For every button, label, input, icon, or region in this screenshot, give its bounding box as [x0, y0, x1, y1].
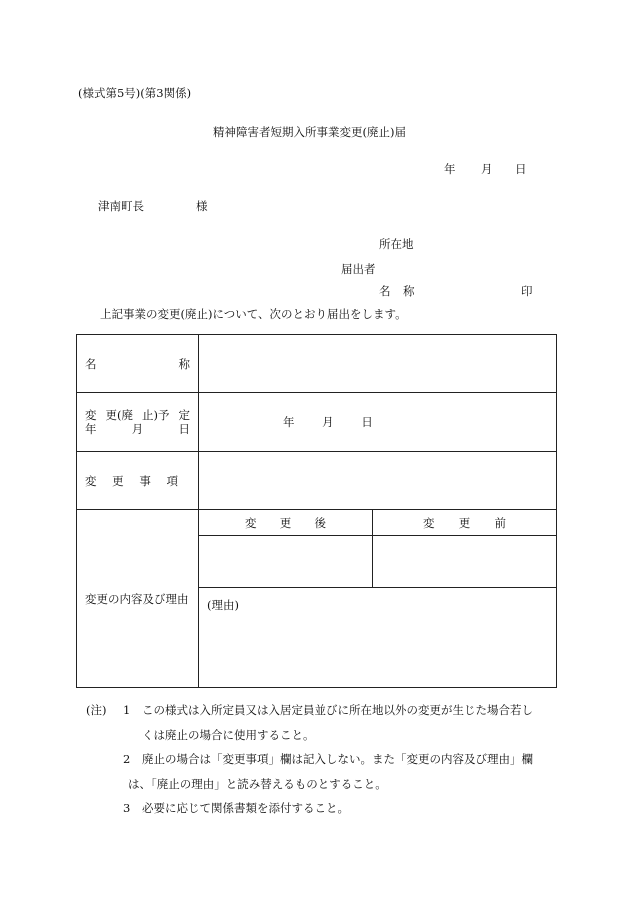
change-header-row — [77, 510, 557, 536]
items-value-cell[interactable] — [199, 452, 557, 510]
after-header-cell — [199, 510, 373, 536]
date-label-part: 日 — [178, 422, 190, 436]
name-label-cell — [77, 335, 199, 393]
after-value-cell[interactable] — [199, 536, 373, 588]
applicant-name-label-2: 称 — [403, 284, 415, 298]
notes-section — [86, 698, 556, 821]
form-number: (様式第5号)(第3関係) — [78, 86, 192, 100]
note-text: 必要に応じて関係書類を添付すること。 — [142, 801, 349, 815]
note-text-continued: は、「廃止の理由」と読み替えるものとすること。 — [128, 776, 387, 791]
date-value-cell[interactable] — [199, 393, 557, 452]
after-header-part: 更 — [279, 515, 292, 530]
note-number: 2 — [123, 752, 131, 766]
items-label-part: 更 — [112, 473, 124, 488]
items-row — [77, 452, 557, 510]
date-value-year: 年 — [283, 415, 295, 429]
name-value-cell[interactable] — [199, 335, 557, 393]
name-row — [77, 335, 557, 393]
name-label-1: 名 — [85, 356, 97, 371]
date-day: 日 — [515, 162, 527, 176]
before-header-part: 変 — [423, 515, 435, 530]
note-number: 1 — [123, 703, 131, 717]
date-month: 月 — [481, 162, 493, 176]
before-value-cell[interactable] — [373, 536, 557, 588]
reason-box-label: (理由) — [207, 598, 239, 612]
note-number: 3 — [123, 801, 131, 815]
note-item-3 — [86, 796, 556, 821]
items-label-part: 項 — [166, 473, 178, 488]
addressee-name: 津南町長 — [98, 199, 144, 213]
items-label-part: 変 — [85, 473, 97, 488]
before-header-cell — [373, 510, 557, 536]
date-value-day: 日 — [361, 415, 373, 429]
note-item-1 — [86, 698, 556, 723]
reason-label-cell — [77, 510, 199, 688]
reason-value-cell[interactable] — [199, 588, 557, 688]
after-header-part: 変 — [245, 515, 257, 530]
date-label-part: 更(廃 — [105, 408, 133, 422]
date-row — [77, 393, 557, 452]
addressee-honorific: 様 — [196, 199, 208, 213]
seal-mark: 印 — [521, 284, 533, 298]
date-label-part: 止)予 — [142, 408, 170, 422]
date-label-part: 定 — [178, 408, 190, 422]
note-text-continued: くは廃止の場合に使用すること。 — [142, 727, 315, 742]
items-label-part: 事 — [139, 473, 151, 488]
name-label-2: 称 — [178, 356, 190, 371]
date-value-month: 月 — [322, 415, 334, 429]
applicant-name-label-1: 名 — [379, 284, 391, 298]
before-header-part: 更 — [458, 515, 471, 530]
note-text: 廃止の場合は「変更事項」欄は記入しない。また「変更の内容及び理由」欄 — [142, 752, 533, 766]
note-item-2 — [86, 747, 556, 772]
page-title: 精神障害者短期入所事業変更(廃止)届 — [213, 125, 406, 139]
note-text: この様式は入所定員又は入居定員並びに所在地以外の変更が生じた場合若し — [142, 703, 533, 717]
date-label-part: 年 — [85, 422, 97, 436]
items-label-cell — [77, 452, 199, 510]
date-year: 年 — [444, 162, 456, 176]
date-label-part: 変 — [85, 408, 97, 422]
location-label: 所在地 — [379, 237, 414, 251]
intro-text: 上記事業の変更(廃止)について、次のとおり届出をします。 — [100, 307, 407, 321]
submitter-label: 届出者 — [341, 262, 376, 276]
date-label-part: 月 — [131, 422, 144, 436]
notes-label: (注) — [86, 703, 107, 717]
form-table — [76, 334, 557, 688]
after-header-part: 後 — [314, 515, 326, 530]
before-header-part: 前 — [494, 515, 506, 530]
date-label-cell — [77, 393, 199, 452]
reason-label: 変更の内容及び理由 — [85, 591, 189, 606]
